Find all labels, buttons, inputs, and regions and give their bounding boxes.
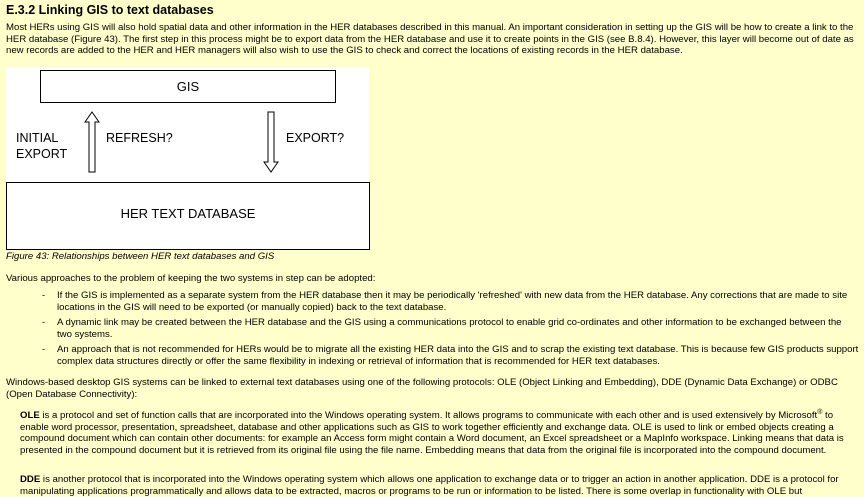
her-text-database-box: HER TEXT DATABASE [6, 182, 370, 250]
windows-protocols-paragraph: Windows-based desktop GIS systems can be linked to external text databases using one of the following protocols: OLE (Object Linking and Embedding), DDE (Dynamic Data Exchange) or ODBC (Open Database Connectivity): [6, 377, 838, 400]
section-heading: E.3.2 Linking GIS to text databases [6, 3, 214, 17]
gis-box: GIS [40, 70, 336, 103]
approaches-paragraph: Various approaches to the problem of keeping the two systems in step can be adopted: [6, 273, 376, 284]
list-item: - A dynamic link may be created between the HER database and the GIS using a communications protocol to enable grid co-ordinates and other information to be exchanged between the two systems. [42, 317, 842, 340]
bullet-dash: - [42, 290, 46, 301]
figure-caption: Figure 43: Relationships between HER text databases and GIS [6, 251, 275, 262]
ole-definition: OLE is a protocol and set of function calls that are incorporated into the Windows operating system. It allows programs to communicate with each other and is used extensively by Microsoft® to enable word processor, presentation, spreadsheet, database and other applications such as GIS to work together efficiently and exchange data. OLE is used to link or embed objects creating a compound document which can contain other documents: for example an Access form might contain a Word document, an Excel spreadsheet or a MapInfo workspace. Linking means that data is presented in the compound document but it is retrieved from its original file using the file name. Embedding means that data from the original file is incorporated into the compound document. [20, 408, 844, 456]
bullet-dash: - [42, 344, 46, 355]
intro-paragraph: Most HERs using GIS will also hold spatial data and other information in the HER databases described in this manual. An important consideration in setting up the GIS will be how to create a link to the HER database (Figure 43). The first step in this process might be to export data from the HER database and use it to create points in the GIS (see B.8.4). However, this layer will become out of date as new records are added to the HER and HER managers will also wish to use the GIS to check and correct the locations of existing records in the HER database. [6, 22, 854, 56]
refresh-label: REFRESH? [106, 131, 173, 145]
up-arrow-icon [84, 111, 100, 173]
gis-her-diagram [6, 67, 369, 250]
approaches-list [6, 290, 859, 371]
down-arrow-icon [263, 111, 279, 173]
ole-term: OLE [20, 410, 40, 421]
dde-term: DDE [20, 474, 41, 485]
export-label: EXPORT? [286, 131, 345, 145]
bullet-dash: - [42, 317, 46, 328]
list-item: - If the GIS is implemented as a separate system from the HER database then it may be periodically 'refreshed' with new data from the HER database. Any corrections that are made to site locations in the GIS will need to be exported (or manually copied) back to the text database. [42, 290, 848, 313]
list-item: - An approach that is not recommended for HERs would be to migrate all the existing HER data into the GIS and to scrap the existing text database. This is because few GIS products support complex data structures directly or offer the same flexibility in indexing or retrieval of information that is recommended for HER text databases. [42, 344, 859, 367]
dde-definition: DDE is another protocol that is incorporated into the Windows operating system which allows one application to exchange data or to trigger an action in another application. DDE is a protocol for manipulating applications programmatically and allows data to be extracted, macros or programs to be run or information to be listed. There is some overlap in functionality with OLE but [20, 474, 839, 497]
initial-export-label: INITIAL EXPORT [16, 131, 68, 161]
